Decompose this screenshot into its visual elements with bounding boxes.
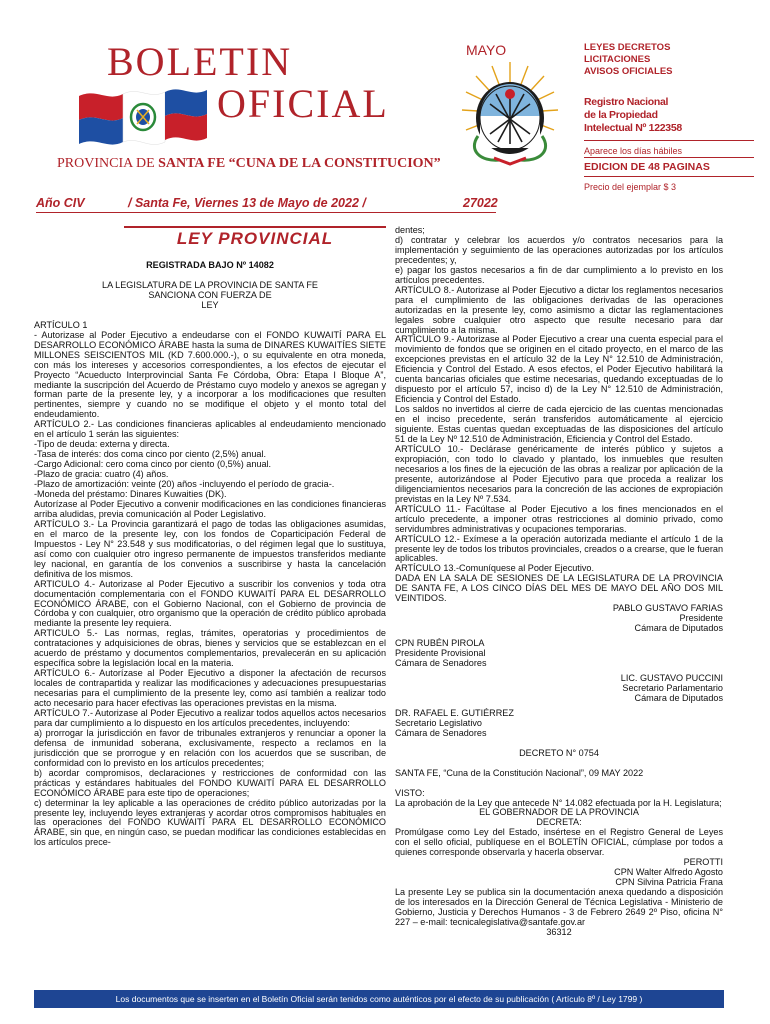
header-divider: [584, 157, 754, 158]
registro-block: [584, 96, 754, 135]
article-paragraph: Los saldos no invertidos al cierre de cada ejercicio de las cuentas mencionadas en el inciso precedente, serán transferidos automáticamente al ejercicio siguiente. Estas cuentas quedan exceptuadas de las disposiciones del artículo 51 de la Ley Nº 12.510 de Administración, Eficiencia y Control del Estado.: [395, 404, 723, 445]
article-paragraph: ARTICULO 4.- Autorizase al Poder Ejecutivo a suscribir los convenios y toda otra documentación complementaria con el FONDO KUWAITÍ PARA EL DESARROLLO ECONÓMICO ÁRABE, con el Gobierno Nacional, con el Gobierno de provincia de Córdoba y con cualquier, otro organismo que la operación de crédito público aprobada mediante la presente ley requiera.: [34, 578, 386, 629]
signatory-title: Secretario Legislativo: [395, 717, 482, 728]
decreta-heading: DECRETA:: [536, 817, 582, 828]
registro-line-3: Intelectual Nº 122358: [584, 122, 682, 134]
article-paragraph: ARTÍCULO 7.- Autorizase al Poder Ejecutivo a realizar todos aquellos actos necesarios para dar cumplimiento a lo dispuesto en los artículos precedentes, incluyendo:: [34, 707, 386, 728]
ley-line: LEY: [201, 299, 219, 310]
governor-signature: PEROTTI: [683, 857, 723, 868]
footer-notice: Los documentos que se inserten en el Boletín Oficial serán tenidos como auténticos por el efecto de su publicación ( Artículo 8º / Ley 1799 ): [34, 990, 724, 1008]
frequency-note: Aparece los días hábiles: [584, 146, 683, 156]
signatory-name: PABLO GUSTAVO FARIAS: [612, 603, 723, 614]
signatory-chamber: Cámara de Senadores: [395, 727, 487, 738]
registro-line-2: de la Propiedad: [584, 109, 658, 121]
registration-number: REGISTRADA BAJO Nº 14082: [146, 260, 274, 270]
condition-item: -Plazo de gracia: cuatro (4) años.: [34, 469, 169, 480]
publication-code: 36312: [546, 926, 572, 937]
brand-title-boletin: BOLETIN: [107, 39, 293, 84]
signatory-chamber: Cámara de Diputados: [634, 623, 723, 634]
avisos-line: AVISOS OFICIALES: [584, 66, 673, 77]
closing-paragraph: DADA EN LA SALA DE SESIONES DE LA LEGISLATURA DE LA PROVINCIA DE SANTA FE, A LOS CINCO DÍAS DEL MES DE MAYO DEL AÑO DOS MIL VEINTIDOS.: [395, 573, 723, 604]
issue-number: 27022: [463, 196, 498, 210]
issue-year: Año CIV: [36, 196, 85, 210]
legislature-line: LA LEGISLATURA DE LA PROVINCIA DE SANTA FE: [102, 279, 318, 290]
article-paragraph: ARTÍCULO 8.- Autorizase al Poder Ejecutivo a dictar los reglamentos necesarios para el cumplimiento de las obligaciones derivadas de las operaciones autorizadas en la presente ley, como asimismo a dictar las reglamentaciones legales sobre cualquier otro aspecto que resulte necesario para dar cumplimiento a la misma.: [395, 284, 723, 335]
signatory-title: Presidente Provisional: [395, 648, 486, 659]
article-paragraph: a) prorrogar la jurisdicción en favor de tribunales extranjeros y renunciar a oponer la defensa de inmunidad soberana, exclusivamente, respecto a reclamos en la jurisdicción que se prorrogue y en relación con los acuerdos que se suscriban, de conformidad con lo previsto en los artículos precedentes;: [34, 727, 386, 768]
article-paragraph: c) determinar la ley aplicable a las operaciones de crédito público autorizadas por la presente ley, incluyendo leyes extranjeras y acordar otros compromisos habituales en las operaciones del FONDO KUWAITÍ PARA EL DESARROLLO ECONÓMICO ÁRABE, sin que, en ningún caso, se puedan modificar las condiciones establecidas en los artículos prece-: [34, 797, 386, 848]
visto-heading: VISTO:: [395, 787, 425, 798]
article-paragraph: ARTÍCULO 10.- Declárase genéricamente de interés público y sujetos a expropiación, con todo lo clavado y plantado, los inmuebles que resulten necesarios a los fines de la ejecución de las obras a realizar por aplicación de la presente, autorizándose al Poder Ejecutivo para que proceda a realizar los diligenciamientos necesarios para la concreción de las acciones de expropiación previstas en la Ley Nº 7.534.: [395, 443, 723, 504]
signatory-chamber: Cámara de Diputados: [634, 692, 723, 703]
sanciona-line: SANCIONA CON FUERZA DE: [148, 289, 272, 300]
licitaciones-line: LICITACIONES: [584, 54, 651, 65]
condition-item: -Tipo de deuda: externa y directa.: [34, 439, 170, 450]
article-heading: ARTÍCULO 1: [34, 319, 88, 330]
decree-number: DECRETO N° 0754: [519, 747, 599, 758]
left-column: [34, 226, 386, 848]
signatory-title: Secretario Parlamentario: [622, 682, 723, 693]
article-paragraph: ARTÍCULO 12.- Exímese a la operación autorizada mediante el artículo 1 de la presente ley de todos los tributos provinciales, creados o a crearse, que le fueran aplicables.: [395, 533, 723, 564]
article-paragraph: ARTICULO 5.- Las normas, reglas, trámites, operatorias y procedimientos de contrataciones y adquisiciones de obras, bienes y servicios que se establezcan en el acuerdo de préstamo y documentos complementarios, prevalecerán en su aplicación específica sobre la legislación local en la materia.: [34, 628, 386, 669]
article-paragraph: - Autorizase al Poder Ejecutivo a endeudarse con el FONDO KUWAITÍ PARA EL DESARROLLO ECONÓMICO ÁRABE hasta la suma de DINARES KUWAITÍES SIETE MILLONES SEISCIENTOS MIL (KD 7.600.000.-), o su equivalente en otra moneda, con más los intereses y accesorios correspondientes, a los efectos de ejecutar el Proyecto “Acueducto Interprovincial Santa Fe Córdoba, Obra: Etapa I Bloque A”, mediante la suscripción del Acuerdo de Préstamo cuyo modelo y anexos se agregan y forman parte de la presente ley, y a incorporar a los modificaciones que resulten pertinentes, siempre y cuando no se modifique el objeto y el monto total del endeudamiento.: [34, 329, 386, 420]
signatory-chamber: Cámara de Senadores: [395, 657, 487, 668]
issue-date: / Santa Fe, Viernes 13 de Mayo de 2022 /: [128, 196, 366, 210]
header-divider: [584, 140, 754, 141]
header-info-block: [584, 42, 754, 135]
publication-note: La presente Ley se publica sin la documentación anexa quedando a disposición de los interesados en la Dirección General de Técnica Legislativa - Ministerio de Gobierno, Justicia y Derechos Humanos - 3 de Febrero 2649 2º Piso, oficina N° 227 – e-mail: tecnicalegislativa@santafe.gov.ar: [395, 887, 723, 927]
laws-line: LEYES DECRETOS: [584, 42, 671, 53]
article-paragraph: ARTÍCULO 13.-Comuníquese al Poder Ejecutivo.: [395, 563, 594, 574]
article-paragraph: ARTÍCULO 6.- Autorízase al Poder Ejecutivo a disponer la afectación de recursos locales de contrapartida y realizar las modificaciones y adecuaciones presupuestarias necesarias para el cumplimiento de la presente ley, como así también a realizar todo acto necesario para hacer efectivas las operaciones previstas en la misma.: [34, 668, 386, 709]
minister-signature: CPN Silvina Patricia Frana: [615, 877, 723, 888]
province-name: SANTA FE “CUNA DE LA CONSTITUCION”: [158, 156, 441, 171]
article-paragraph: b) acordar compromisos, declaraciones y restricciones de conformidad con las prácticas y estándares habituales del FONDO KUWAITÍ PARA EL DESARROLLO ECONÓMICO ÁRABE para este tipo de operaciones;: [34, 767, 386, 798]
article-paragraph: e) pagar los gastos necesarios a fin de dar cumplimiento a lo previsto en los artículos precedentes.: [395, 264, 723, 285]
province-prefix: PROVINCIA DE: [57, 156, 159, 171]
minister-signature: CPN Walter Alfredo Agosto: [614, 867, 723, 878]
article-paragraph: Autorízase al Poder Ejecutivo a convenir modificaciones en las condiciones financieras arriba aludidas, previa comunicación al Poder Legislativo.: [34, 498, 386, 519]
publication-types: [584, 42, 754, 78]
price-note: Precio del ejemplar $ 3: [584, 182, 677, 192]
santa-fe-flag-icon: [77, 88, 209, 154]
right-column: [395, 226, 723, 938]
promulgation-paragraph: Promúlgase como Ley del Estado, insértese en el Registro General de Leyes con el sello oficial, publíquese en el BOLETÍN OFICIAL, cúmplase por todos a quienes corresponde observarla y hacerla observar.: [395, 827, 723, 858]
issue-underline: [36, 212, 496, 213]
registro-line-1: Registro Nacional: [584, 96, 669, 108]
article-paragraph: ARTÍCULO 2.- Las condiciones financieras aplicables al endeudamiento mencionado en el artículo 1 serán las siguientes:: [34, 419, 386, 440]
provincial-coat-of-arms-icon: [450, 58, 570, 168]
province-line: [57, 156, 441, 172]
article-paragraph: ARTÍCULO 3.- La Provincia garantizará el pago de todas las obligaciones asumidas, en el marco de la presente ley, con los fondos de Coparticipación Federal de Impuestos - Ley N° 23.548 y sus modificatorias, o del régimen legal que lo sustituya, así como con cualquier otro ingreso permanente de impuestos transferidos mediante ley nacional, en garantía de los convenios a suscribirse y hasta la cancelación definitiva de los mismos.: [34, 518, 386, 579]
signatory-title: Presidente: [679, 613, 723, 624]
signatory-name: DR. RAFAEL E. GUTIÉRREZ: [395, 707, 514, 718]
decree-date: SANTA FE, “Cuna de la Constitución Nacional”, 09 MAY 2022: [395, 767, 644, 778]
article-paragraph: ARTÍCULO 9.- Autorizase al Poder Ejecutivo a crear una cuenta especial para el movimiento de fondos que se originen en el citado proyecto, en el marco de las excepciones previstas en el artículo 32 de la Ley N° 12.510 de Administración, Eficiencia y Control del Estado. A esos efectos, el Poder Ejecutivo habilitará la cuenta bancarias oficiales que estime necesarias, quedando exceptuadas de lo dispuesto por el artículo 57, inciso d) de la Ley N° 12.510 de Administración, Eficiencia y Control del Estado.: [395, 334, 723, 405]
condition-item: -Moneda del préstamo: Dinares Kuwaities (DK).: [34, 489, 227, 500]
visto-text: La aprobación de la Ley que antecede N° 14.082 efectuada por la H. Legislatura;: [395, 797, 722, 808]
signatory-name: CPN RUBÉN PIROLA: [395, 638, 485, 649]
section-title: LEY PROVINCIAL: [124, 226, 386, 256]
condition-item: -Cargo Adicional: cero coma cinco por ciento (0,5%) anual.: [34, 459, 272, 470]
condition-item: -Tasa de interés: dos coma cinco por ciento (2,5%) anual.: [34, 449, 267, 460]
edition-month: MAYO: [466, 42, 507, 58]
article-paragraph: ARTÍCULO 11.- Facúltase al Poder Ejecutivo a los fines mencionados en el artículo precedente, a imponer otras restricciones al dominio privado, como servidumbres administrativas y ocupaciones temporarias.: [395, 503, 723, 534]
edition-pages: EDICION DE 48 PAGINAS: [584, 161, 710, 173]
brand-title-oficial: OFICIAL: [217, 81, 389, 126]
article-paragraph: dentes;: [395, 225, 425, 235]
signatory-name: LIC. GUSTAVO PUCCINI: [620, 672, 723, 683]
header-divider: [584, 176, 754, 177]
article-paragraph: d) contratar y celebrar los acuerdos y/o contratos necesarios para la implementación y seguimiento de las operaciones autorizadas por los artículos precedentes; y,: [395, 234, 723, 265]
condition-item: -Plazo de amortización: veinte (20) años -incluyendo el período de gracia-.: [34, 479, 335, 490]
governor-heading: EL GOBERNADOR DE LA PROVINCIA: [479, 807, 639, 818]
